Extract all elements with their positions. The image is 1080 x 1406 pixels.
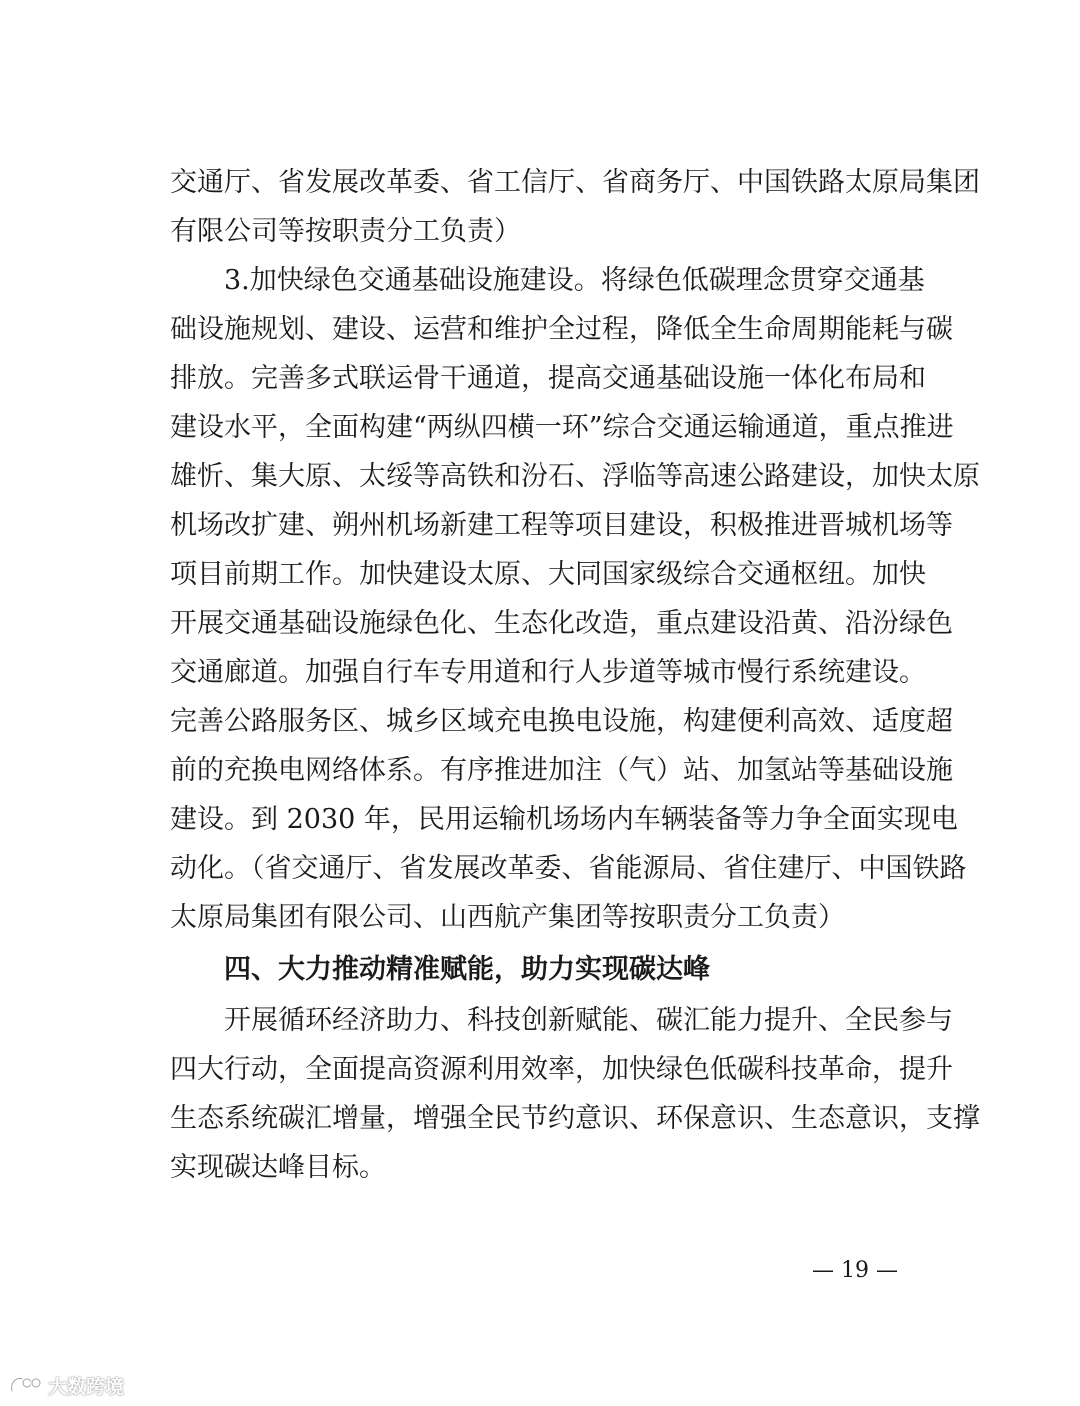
section-heading-3: 3.加快绿色交通基础设施建设。将绿色低碳理念贯穿交通基 (224, 265, 925, 296)
text-line: 排放。完善多式联运骨干通道，提高交通基础设施一体化布局和 (170, 363, 926, 394)
text-line: 项目前期工作。加快建设太原、大同国家级综合交通枢纽。加快 (170, 559, 926, 590)
text-line: 雄忻、集大原、太绥等高铁和汾石、浮临等高速公路建设，加快太原 (170, 461, 980, 492)
text-line: 础设施规划、建设、运营和维护全过程，降低全生命周期能耗与碳 (170, 314, 953, 345)
text-line: 完善公路服务区、城乡区域充电换电设施，构建便利高效、适度超 (170, 706, 953, 737)
watermark-logo-icon (8, 1373, 42, 1397)
text-line: 实现碳达峰目标。 (170, 1152, 386, 1183)
text-line: 建设水平，全面构建“两纵四横一环”综合交通运输通道，重点推进 (170, 412, 954, 443)
text-line: 建设。到 2030 年，民用运输机场场内车辆装备等力争全面实现电 (170, 804, 958, 835)
page-number: — 19 — (812, 1258, 898, 1283)
text-line: 开展交通基础设施绿色化、生态化改造，重点建设沿黄、沿汾绿色 (170, 608, 953, 639)
watermark (8, 1370, 124, 1400)
text-line: 有限公司等按职责分工负责） (170, 216, 521, 247)
text-line: 机场改扩建、朔州机场新建工程等项目建设，积极推进晋城机场等 (170, 510, 953, 541)
text-line: 交通厅、省发展改革委、省工信厅、省商务厅、中国铁路太原局集团 (170, 167, 980, 198)
text-line: 太原局集团有限公司、山西航产集团等按职责分工负责） (170, 902, 845, 933)
text-line: 生态系统碳汇增量，增强全民节约意识、环保意识、生态意识，支撑 (170, 1103, 980, 1134)
text-line: 四大行动，全面提高资源利用效率，加快绿色低碳科技革命，提升 (170, 1054, 953, 1085)
text-line: 开展循环经济助力、科技创新赋能、碳汇能力提升、全民参与 (224, 1005, 953, 1036)
watermark-text: 大数跨境 (48, 1375, 125, 1398)
section-heading-4: 四、大力推动精准赋能，助力实现碳达峰 (224, 954, 710, 985)
text-line: 前的充换电网络体系。有序推进加注（气）站、加氢站等基础设施 (170, 755, 953, 786)
text-line: 交通廊道。加强自行车专用道和行人步道等城市慢行系统建设。 (170, 657, 926, 688)
text-line: 动化。（省交通厅、省发展改革委、省能源局、省住建厅、中国铁路 (170, 853, 967, 884)
